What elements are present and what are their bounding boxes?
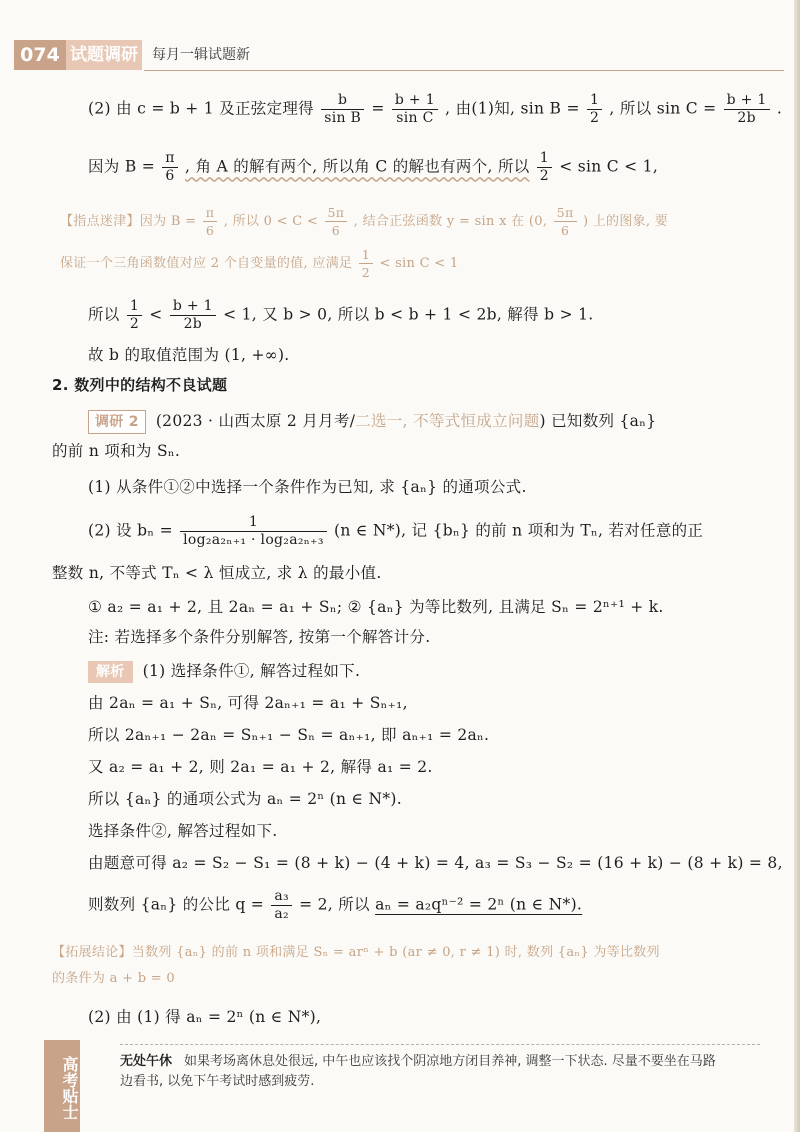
tip-text: 如果考场离休息处很远, 中午也应该找个阴凉地方闭目养神, 调整一下状态. 尽量不要坐在马路边看书, 以免下午考试时感到疲劳. <box>120 1054 716 1089</box>
solution-step <box>88 888 582 923</box>
fraction <box>325 204 348 239</box>
text: 【指点迷津】因为 B = <box>60 214 197 229</box>
denominator: 2 <box>589 110 600 126</box>
page-number: 074 <box>14 40 66 70</box>
problem-line-2: 的前 n 项和为 Sₙ. <box>52 442 181 460</box>
text: (1) 选择条件①, 解答过程如下. <box>142 662 361 680</box>
numerator: 1 <box>587 92 602 110</box>
exam-tips-banner: 高考贴士 <box>44 1040 80 1132</box>
section-tag: 试题调研 <box>66 40 142 70</box>
fraction <box>271 888 292 923</box>
denominator: 2b <box>183 316 203 332</box>
fraction <box>587 92 602 127</box>
tip-title: 无处午休 <box>120 1054 173 1069</box>
numerator: b + 1 <box>170 298 216 316</box>
fraction <box>162 150 178 185</box>
solution-line-3 <box>88 298 593 333</box>
text: < 1, 又 b > 0, 所以 b < b + 1 < 2b, 解得 b > 1. <box>223 305 594 324</box>
denominator: 2b <box>737 110 756 126</box>
solution-line-4: 故 b 的取值范围为 (1, +∞). <box>88 346 290 364</box>
fraction <box>554 204 577 239</box>
numerator: 5π <box>325 204 348 222</box>
fraction <box>127 298 142 333</box>
exam-tip <box>120 1052 720 1092</box>
denominator: 2 <box>129 316 140 332</box>
question-2 <box>88 514 703 549</box>
text: , 由(1)知, sin B = <box>445 99 580 118</box>
text: ) 上的图象, 要 <box>582 214 669 229</box>
solution-step: 所以 2aₙ₊₁ − 2aₙ = Sₙ₊₁ − Sₙ = aₙ₊₁, 即 aₙ₊₁ = 2aₙ. <box>88 726 490 744</box>
text: (n ∈ N*), 记 {bₙ} 的前 n 项和为 Tₙ, 若对任意的正 <box>333 521 704 540</box>
text: < sin C < 1 <box>379 256 459 271</box>
solution-step: (2) 由 (1) 得 aₙ = 2ⁿ (n ∈ N*), <box>88 1008 322 1026</box>
denominator: 2 <box>539 168 550 184</box>
text: = <box>371 99 385 118</box>
text: 所以 <box>88 305 120 324</box>
numerator: 1 <box>127 298 142 316</box>
fraction <box>170 298 216 333</box>
solution-line-2 <box>88 150 658 185</box>
text: = 2, 所以 <box>299 895 370 914</box>
question-1: (1) 从条件①②中选择一个条件作为已知, 求 {aₙ} 的通项公式. <box>88 478 527 496</box>
solution-step: 所以 {aₙ} 的通项公式为 aₙ = 2ⁿ (n ∈ N*). <box>88 790 402 808</box>
text: (2) 由 c = b + 1 及正弦定理得 <box>88 99 314 118</box>
text: < sin C < 1, <box>559 157 659 176</box>
extension-note-1: 【拓展结论】当数列 {aₙ} 的前 n 项和满足 Sₙ = arⁿ + b (ar ≠ 0, r ≠ 1) 时, 数列 {aₙ} 为等比数列 <box>52 945 660 960</box>
numerator: 1 <box>359 246 373 264</box>
denominator: 2 <box>361 265 371 280</box>
numerator: 1 <box>180 514 327 532</box>
numerator: b + 1 <box>392 92 438 110</box>
solution-step: 选择条件②, 解答过程如下. <box>88 822 278 840</box>
fraction <box>359 246 373 281</box>
fraction <box>537 150 552 185</box>
numerator: 1 <box>537 150 552 168</box>
denominator: sin C <box>396 110 434 126</box>
footer-divider <box>120 1044 760 1045</box>
text: (2) 设 bₙ = <box>88 521 173 540</box>
fraction <box>203 204 218 239</box>
fraction <box>724 92 770 127</box>
fraction <box>180 514 327 549</box>
solution-start <box>88 658 360 684</box>
numerator: a₃ <box>271 888 292 906</box>
tip-note-2 <box>60 246 459 281</box>
solution-step: 又 a₂ = a₁ + 2, 则 2a₁ = a₁ + 2, 解得 a₁ = 2. <box>88 758 433 776</box>
header-rule <box>144 70 784 71</box>
text: , 所以 0 < C < <box>223 214 319 229</box>
solution-step: 由 2aₙ = a₁ + Sₙ, 可得 2aₙ₊₁ = a₁ + Sₙ₊₁, <box>88 694 408 712</box>
text: , 所以 sin C = <box>609 99 717 118</box>
numerator: b + 1 <box>724 92 770 110</box>
text: , 结合正弦函数 y = sin x 在 (0, <box>353 214 548 229</box>
text: ) 已知数列 {aₙ} <box>539 412 657 430</box>
question-2-cont: 整数 n, 不等式 Tₙ < λ 恒成立, 求 λ 的最小值. <box>52 564 382 582</box>
denominator: a₂ <box>274 906 289 922</box>
text: aₙ = a₂qⁿ⁻² = 2ⁿ (n ∈ N*). <box>375 895 583 914</box>
denominator: 6 <box>165 168 175 184</box>
text: 则数列 {aₙ} 的公比 q = <box>88 895 265 914</box>
text: 保证一个三角函数值对应 2 个自变量的值, 应满足 <box>60 256 353 271</box>
text: , 角 A 的解有两个, 所以角 C 的解也有两个, 所以 <box>185 157 530 176</box>
denominator: 6 <box>560 223 570 238</box>
numerator: π <box>203 204 218 222</box>
denominator: 6 <box>205 223 215 238</box>
text: . <box>776 99 783 118</box>
fraction <box>392 92 438 127</box>
tip-note-1 <box>60 204 668 239</box>
fraction <box>321 92 364 127</box>
section-heading: 2. 数列中的结构不良试题 <box>52 376 228 394</box>
conditions: ① a₂ = a₁ + 2, 且 2aₙ = a₁ + Sₙ; ② {aₙ} 为等比数列, 且满足 Sₙ = 2ⁿ⁺¹ + k. <box>88 598 664 616</box>
denominator: sin B <box>324 110 362 126</box>
extension-note-2: 的条件为 a + b = 0 <box>52 971 175 986</box>
page-header <box>0 38 800 72</box>
page-edge <box>794 0 800 1132</box>
series-name: 每月一辑试题新 <box>152 47 250 63</box>
numerator: π <box>162 150 178 168</box>
denominator: 6 <box>331 223 341 238</box>
text: (2023 · 山西太原 2 月月考/ <box>155 412 356 430</box>
solution-line-1 <box>88 92 782 127</box>
numerator: 5π <box>554 204 577 222</box>
numerator: b <box>321 92 364 110</box>
solution-label: 解析 <box>88 661 133 683</box>
notice: 注: 若选择多个条件分别解答, 按第一个解答计分. <box>88 628 431 646</box>
solution-step: 由题意可得 a₂ = S₂ − S₁ = (8 + k) − (4 + k) = 4, a₃ = S₃ − S₂ = (16 + k) − (8 + k) = 8, <box>88 854 783 872</box>
text: < <box>149 305 163 324</box>
problem-intro <box>88 408 656 434</box>
denominator: log₂a₂ₙ₊₁ · log₂a₂ₙ₊₃ <box>183 532 324 548</box>
text: 因为 B = <box>88 157 156 176</box>
problem-type-note: 二选一, 不等式恒成立问题 <box>355 412 540 430</box>
research-label: 调研 2 <box>88 410 146 434</box>
